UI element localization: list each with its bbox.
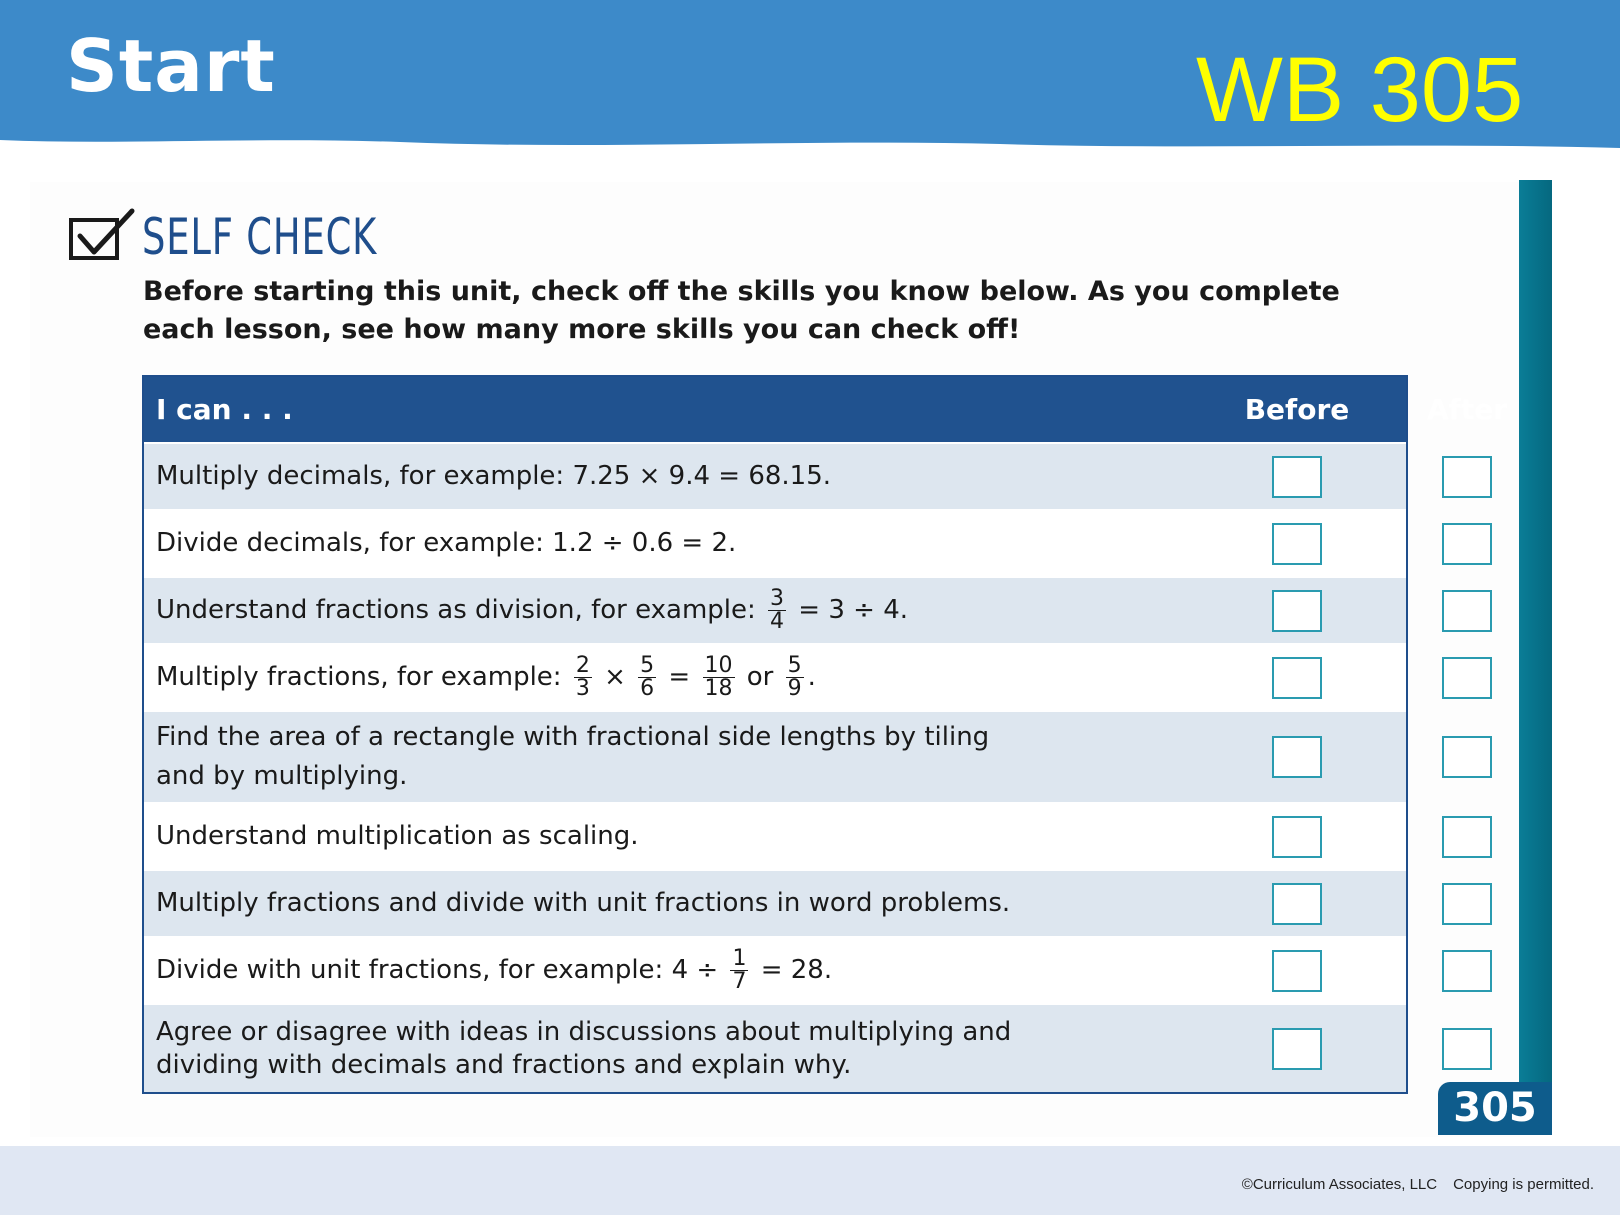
skill-text bbox=[144, 718, 1212, 796]
after-checkbox[interactable] bbox=[1442, 590, 1492, 632]
after-checkbox[interactable] bbox=[1442, 523, 1492, 565]
skill-text: Divide decimals, for example: 1.2 ÷ 0.6 = 2. bbox=[156, 528, 737, 558]
fraction bbox=[574, 655, 592, 700]
after-checkbox[interactable] bbox=[1442, 816, 1492, 858]
skill-text: Understand multiplication as scaling. bbox=[156, 821, 639, 851]
fraction-denominator: 18 bbox=[704, 676, 733, 701]
after-checkbox[interactable] bbox=[1442, 1028, 1492, 1070]
fraction-denominator: 9 bbox=[787, 676, 802, 701]
table-row bbox=[144, 936, 1406, 1003]
skill-text-part: Divide with unit fractions, for example: 4 ÷ bbox=[156, 955, 727, 985]
skill-text-line: Find the area of a rectangle with fractional side lengths by tiling bbox=[156, 722, 990, 752]
table-row bbox=[144, 710, 1406, 802]
after-checkbox[interactable] bbox=[1442, 736, 1492, 778]
fraction bbox=[730, 948, 748, 993]
table-row bbox=[144, 1003, 1406, 1092]
fraction-denominator: 6 bbox=[640, 676, 655, 701]
after-checkbox[interactable] bbox=[1442, 657, 1492, 699]
skill-text-line: and by multiplying. bbox=[156, 761, 408, 791]
fraction bbox=[786, 655, 804, 700]
operator: or bbox=[738, 662, 782, 692]
table-row bbox=[144, 802, 1406, 869]
fraction bbox=[768, 588, 786, 633]
copyright-notice bbox=[1226, 1176, 1594, 1193]
skill-text: Multiply fractions and divide with unit fractions in word problems. bbox=[156, 888, 1011, 918]
table-row bbox=[144, 442, 1406, 509]
operator: = bbox=[660, 662, 699, 692]
skills-table bbox=[142, 375, 1508, 1094]
copying-permitted-text: Copying is permitted. bbox=[1453, 1176, 1594, 1193]
fraction-numerator: 3 bbox=[770, 586, 785, 611]
table-header bbox=[144, 377, 1508, 442]
checkbox-check-icon bbox=[68, 208, 136, 266]
fraction-numerator: 10 bbox=[704, 653, 733, 678]
skill-text bbox=[144, 588, 1212, 633]
footer bbox=[0, 1146, 1620, 1215]
self-check-instructions: Before starting this unit, check off the skills you know below. As you complete each lesson, see how many more skills you can check off! bbox=[143, 276, 1340, 345]
before-checkbox[interactable] bbox=[1272, 657, 1322, 699]
after-checkbox[interactable] bbox=[1442, 950, 1492, 992]
skill-text bbox=[144, 655, 1212, 700]
fraction bbox=[703, 655, 735, 700]
skill-text-part: = 3 ÷ 4. bbox=[790, 595, 909, 625]
header-before: Before bbox=[1244, 393, 1350, 426]
fraction-numerator: 5 bbox=[787, 653, 802, 678]
self-check-title: SELF CHECK bbox=[142, 208, 378, 266]
table-row bbox=[144, 869, 1406, 936]
fraction-denominator: 3 bbox=[575, 676, 590, 701]
table-row bbox=[144, 509, 1406, 576]
before-checkbox[interactable] bbox=[1272, 456, 1322, 498]
after-checkbox[interactable] bbox=[1442, 456, 1492, 498]
table-row bbox=[144, 576, 1406, 643]
fraction-numerator: 2 bbox=[575, 653, 590, 678]
before-checkbox[interactable] bbox=[1272, 590, 1322, 632]
fraction-denominator: 7 bbox=[732, 969, 747, 994]
skill-text bbox=[144, 948, 1212, 993]
header-after: After bbox=[1426, 393, 1508, 426]
before-checkbox[interactable] bbox=[1272, 816, 1322, 858]
before-checkbox[interactable] bbox=[1272, 883, 1322, 925]
start-label: Start bbox=[66, 24, 276, 108]
skill-text bbox=[144, 1016, 1212, 1082]
fraction-denominator: 4 bbox=[770, 609, 785, 634]
skill-text-line: dividing with decimals and fractions and explain why. bbox=[156, 1049, 852, 1080]
operator: × bbox=[595, 662, 635, 692]
skill-text-line: Agree or disagree with ideas in discussions about multiplying and bbox=[156, 1016, 1012, 1047]
workbook-page-label: WB 305 bbox=[1196, 39, 1524, 141]
header-i-can: I can . . . bbox=[156, 393, 293, 426]
before-checkbox[interactable] bbox=[1272, 950, 1322, 992]
page-number-tab: 305 bbox=[1438, 1082, 1552, 1135]
table-row bbox=[144, 643, 1406, 710]
before-checkbox[interactable] bbox=[1272, 1028, 1322, 1070]
copyright-text: ©Curriculum Associates, LLC bbox=[1241, 1176, 1438, 1193]
before-checkbox[interactable] bbox=[1272, 523, 1322, 565]
skill-text-part: Multiply fractions, for example: bbox=[156, 662, 570, 692]
fraction bbox=[638, 655, 656, 700]
after-checkbox[interactable] bbox=[1442, 883, 1492, 925]
skill-text: Multiply decimals, for example: 7.25 × 9.4 = 68.15. bbox=[156, 461, 832, 491]
skill-text-part: . bbox=[807, 662, 816, 692]
fraction-numerator: 5 bbox=[640, 653, 655, 678]
skill-text-part: Understand fractions as division, for example: bbox=[156, 595, 765, 625]
fraction-numerator: 1 bbox=[732, 946, 747, 971]
skill-text-part: = 28. bbox=[752, 955, 833, 985]
top-banner bbox=[0, 0, 1620, 150]
before-checkbox[interactable] bbox=[1272, 736, 1322, 778]
